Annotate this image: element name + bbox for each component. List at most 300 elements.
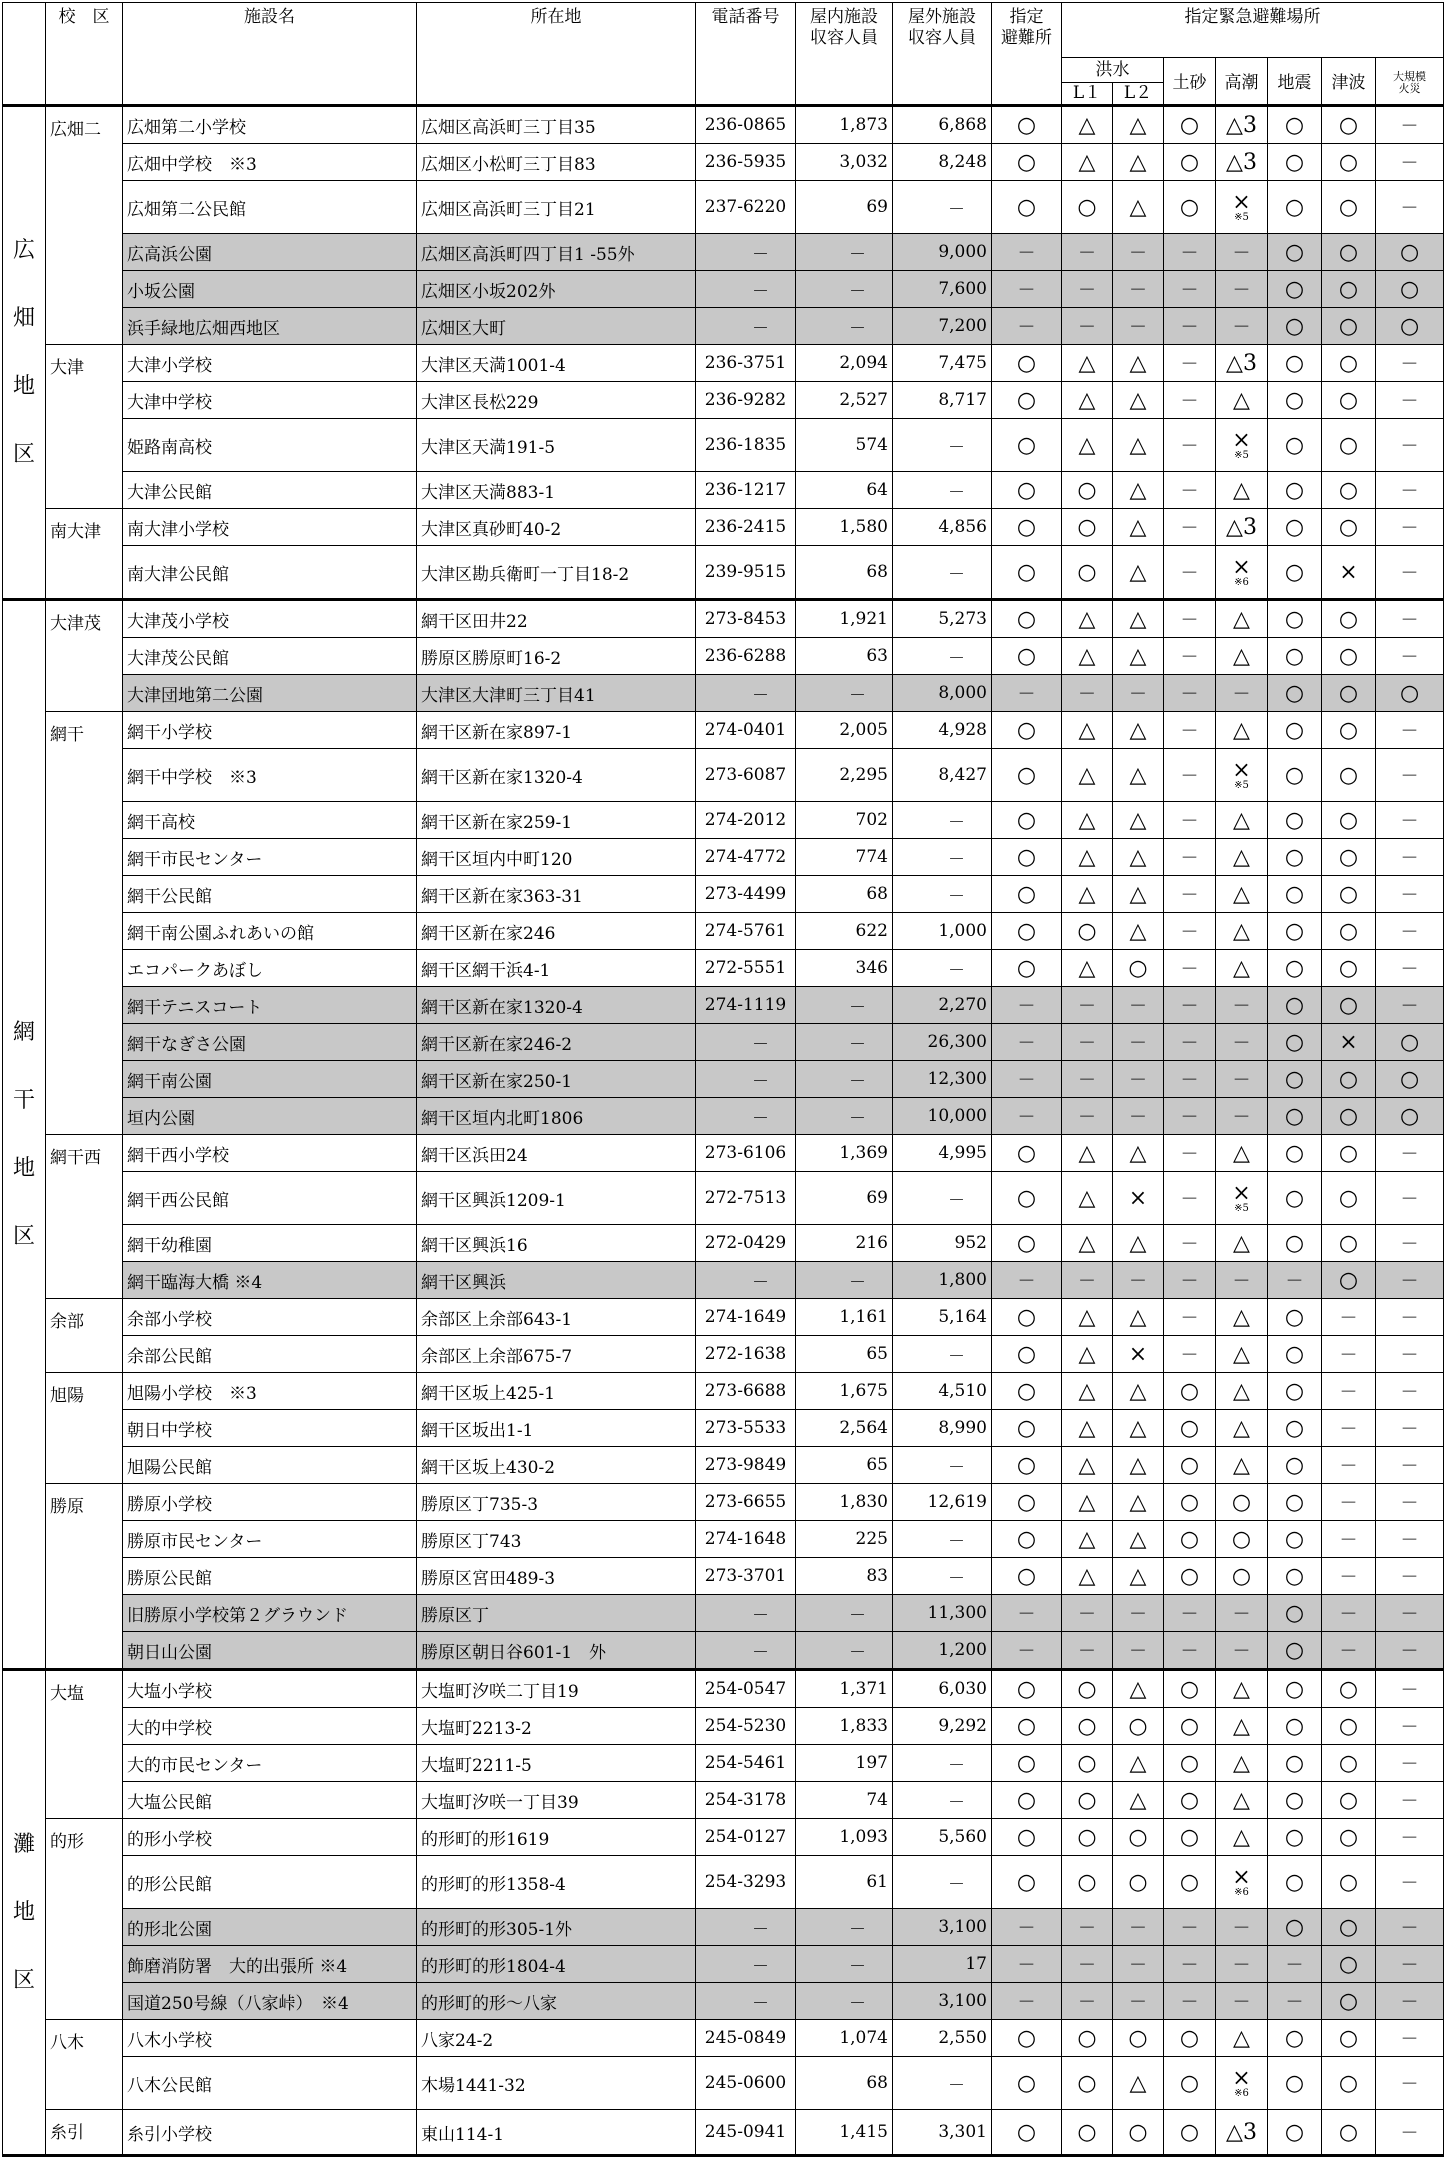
facility-name: 大津茂小学校 xyxy=(123,600,417,638)
facility-name: 大津公民館 xyxy=(123,472,417,509)
flood-l1-mark: ○ xyxy=(1062,1819,1113,1856)
facility-name: 勝原小学校 xyxy=(123,1484,417,1521)
facility-name: 八木小学校 xyxy=(123,2020,417,2057)
storm-mark: － xyxy=(1216,1098,1268,1135)
phone-number: 236-2415 xyxy=(696,509,796,546)
indoor-capacity: 1,675 xyxy=(796,1373,893,1410)
tsunami-mark: － xyxy=(1322,1373,1376,1410)
fire-mark: － xyxy=(1376,106,1444,144)
fire-mark: － xyxy=(1376,1670,1444,1708)
facility-name: 朝日中学校 xyxy=(123,1410,417,1447)
fire-mark: － xyxy=(1376,144,1444,181)
landslide-mark: ○ xyxy=(1164,1708,1216,1745)
table-row xyxy=(3,308,1444,345)
header-emergency: 指定緊急避難場所 xyxy=(1062,3,1444,58)
flood-l1-mark: △ xyxy=(1062,1484,1113,1521)
facility-address: 網干区新在家246-2 xyxy=(417,1024,696,1061)
header-district: 校 区 xyxy=(46,3,123,106)
flood-l1-mark: △ xyxy=(1062,638,1113,675)
phone-number: 254-3178 xyxy=(696,1782,796,1819)
landslide-mark: ○ xyxy=(1164,1410,1216,1447)
flood-l2-mark: － xyxy=(1113,1262,1164,1299)
tsunami-mark: ○ xyxy=(1322,1782,1376,1819)
table-row xyxy=(3,913,1444,950)
quake-mark: ○ xyxy=(1268,1595,1322,1632)
tsunami-mark: ○ xyxy=(1322,675,1376,712)
facility-name: エコパークあぼし xyxy=(123,950,417,987)
table-row xyxy=(3,638,1444,675)
fire-mark: － xyxy=(1376,1909,1444,1946)
flood-l2-mark: △ xyxy=(1113,913,1164,950)
flood-l1-mark: ○ xyxy=(1062,1856,1113,1909)
outdoor-capacity: － xyxy=(893,1856,992,1909)
phone-number: 254-0547 xyxy=(696,1670,796,1708)
flood-l2-mark: △ xyxy=(1113,1670,1164,1708)
phone-number: 273-6087 xyxy=(696,749,796,802)
flood-l2-mark: △ xyxy=(1113,1225,1164,1262)
fire-mark: － xyxy=(1376,1983,1444,2020)
area-label: 網 干 地 区 xyxy=(3,600,46,1670)
tsunami-mark: ○ xyxy=(1322,1909,1376,1946)
facility-address: 広畑区高浜町三丁目35 xyxy=(417,106,696,144)
fire-mark: － xyxy=(1376,1946,1444,1983)
storm-mark: △3 xyxy=(1216,345,1268,382)
fire-mark: － xyxy=(1376,382,1444,419)
facility-name: 糸引小学校 xyxy=(123,2110,417,2156)
header-l1: L１ xyxy=(1062,83,1113,106)
flood-l1-mark: △ xyxy=(1062,1447,1113,1484)
outdoor-capacity: 2,550 xyxy=(893,2020,992,2057)
flood-l1-mark: △ xyxy=(1062,1299,1113,1336)
indoor-capacity: － xyxy=(796,308,893,345)
indoor-capacity: － xyxy=(796,1098,893,1135)
quake-mark: ○ xyxy=(1268,839,1322,876)
storm-mark: × ※5 xyxy=(1216,1172,1268,1225)
table-row xyxy=(3,1299,1444,1336)
table-row xyxy=(3,419,1444,472)
flood-l1-mark: △ xyxy=(1062,382,1113,419)
fire-mark: － xyxy=(1376,2057,1444,2110)
phone-number: 273-3701 xyxy=(696,1558,796,1595)
flood-l1-mark: △ xyxy=(1062,1410,1113,1447)
indoor-capacity: － xyxy=(796,1061,893,1098)
table-row xyxy=(3,1262,1444,1299)
indoor-capacity: 2,295 xyxy=(796,749,893,802)
phone-number: － xyxy=(696,1909,796,1946)
facility-address: 木場1441-32 xyxy=(417,2057,696,2110)
flood-l2-mark: － xyxy=(1113,1983,1164,2020)
facility-name: 網干南公園 xyxy=(123,1061,417,1098)
phone-number: 274-5761 xyxy=(696,913,796,950)
facility-address: 網干区興浜16 xyxy=(417,1225,696,1262)
landslide-mark: － xyxy=(1164,271,1216,308)
fire-mark: － xyxy=(1376,987,1444,1024)
flood-l1-mark: ○ xyxy=(1062,1782,1113,1819)
quake-mark: ○ xyxy=(1268,802,1322,839)
indoor-capacity: 74 xyxy=(796,1782,893,1819)
flood-l1-mark: ○ xyxy=(1062,546,1113,600)
facility-address: 大津区天満883-1 xyxy=(417,472,696,509)
quake-mark: ○ xyxy=(1268,144,1322,181)
quake-mark: ○ xyxy=(1268,181,1322,234)
quake-mark: ○ xyxy=(1268,2057,1322,2110)
school-district: 的形 xyxy=(46,1819,123,2020)
facility-name: 網干市民センター xyxy=(123,839,417,876)
landslide-mark: － xyxy=(1164,1262,1216,1299)
outdoor-capacity: 11,300 xyxy=(893,1595,992,1632)
indoor-capacity: － xyxy=(796,1262,893,1299)
landslide-mark: － xyxy=(1164,345,1216,382)
outdoor-capacity: － xyxy=(893,1521,992,1558)
facility-name: 網干高校 xyxy=(123,802,417,839)
area-label: 広 畑 地 区 xyxy=(3,106,46,600)
outdoor-capacity: 3,100 xyxy=(893,1983,992,2020)
phone-number: 274-2012 xyxy=(696,802,796,839)
storm-mark: △ xyxy=(1216,1670,1268,1708)
indoor-capacity: 2,094 xyxy=(796,345,893,382)
designated-mark: ○ xyxy=(992,419,1062,472)
indoor-capacity: － xyxy=(796,1024,893,1061)
storm-mark: － xyxy=(1216,1595,1268,1632)
outdoor-capacity: 1,200 xyxy=(893,1632,992,1670)
phone-number: 236-3751 xyxy=(696,345,796,382)
designated-mark: ○ xyxy=(992,1856,1062,1909)
phone-number: 274-0401 xyxy=(696,712,796,749)
flood-l1-mark: △ xyxy=(1062,876,1113,913)
table-row xyxy=(3,546,1444,600)
storm-mark: △ xyxy=(1216,1782,1268,1819)
tsunami-mark: ○ xyxy=(1322,1708,1376,1745)
tsunami-mark: ○ xyxy=(1322,950,1376,987)
header-blank xyxy=(3,3,46,106)
designated-mark: － xyxy=(992,1024,1062,1061)
evacuation-facility-table xyxy=(2,2,1444,2157)
tsunami-mark: ○ xyxy=(1322,1819,1376,1856)
designated-mark: － xyxy=(992,234,1062,271)
quake-mark: ○ xyxy=(1268,1135,1322,1172)
designated-mark: － xyxy=(992,1632,1062,1670)
quake-mark: － xyxy=(1268,1946,1322,1983)
landslide-mark: － xyxy=(1164,1061,1216,1098)
quake-mark: ○ xyxy=(1268,950,1322,987)
outdoor-capacity: 3,100 xyxy=(893,1909,992,1946)
table-row xyxy=(3,1983,1444,2020)
indoor-capacity: 69 xyxy=(796,181,893,234)
facility-name: 朝日山公園 xyxy=(123,1632,417,1670)
flood-l2-mark: － xyxy=(1113,1909,1164,1946)
landslide-mark: － xyxy=(1164,839,1216,876)
storm-mark: － xyxy=(1216,987,1268,1024)
tsunami-mark: ○ xyxy=(1322,509,1376,546)
tsunami-mark: ○ xyxy=(1322,1745,1376,1782)
indoor-capacity: 1,161 xyxy=(796,1299,893,1336)
designated-mark: ○ xyxy=(992,1299,1062,1336)
indoor-capacity: 63 xyxy=(796,638,893,675)
outdoor-capacity: 5,273 xyxy=(893,600,992,638)
fire-mark: － xyxy=(1376,749,1444,802)
storm-mark: △ xyxy=(1216,839,1268,876)
table-row xyxy=(3,1670,1444,1708)
quake-mark: ○ xyxy=(1268,509,1322,546)
storm-mark: － xyxy=(1216,675,1268,712)
facility-name: 大的中学校 xyxy=(123,1708,417,1745)
table-row xyxy=(3,1745,1444,1782)
table-row xyxy=(3,1708,1444,1745)
indoor-capacity: 774 xyxy=(796,839,893,876)
outdoor-capacity: 8,990 xyxy=(893,1410,992,1447)
outdoor-capacity: － xyxy=(893,1558,992,1595)
designated-mark: ○ xyxy=(992,1447,1062,1484)
outdoor-capacity: 10,000 xyxy=(893,1098,992,1135)
flood-l2-mark: △ xyxy=(1113,600,1164,638)
storm-mark: × ※5 xyxy=(1216,181,1268,234)
facility-address: 勝原区宮田489-3 xyxy=(417,1558,696,1595)
tsunami-mark: ○ xyxy=(1322,308,1376,345)
designated-mark: ○ xyxy=(992,1172,1062,1225)
table-row xyxy=(3,2020,1444,2057)
fire-mark: － xyxy=(1376,712,1444,749)
phone-number: 274-1119 xyxy=(696,987,796,1024)
designated-mark: ○ xyxy=(992,638,1062,675)
tsunami-mark: ○ xyxy=(1322,749,1376,802)
landslide-mark: － xyxy=(1164,876,1216,913)
flood-l1-mark: ○ xyxy=(1062,1670,1113,1708)
phone-number: － xyxy=(696,1024,796,1061)
fire-mark: － xyxy=(1376,1373,1444,1410)
flood-l1-mark: － xyxy=(1062,1262,1113,1299)
landslide-mark: ○ xyxy=(1164,2110,1216,2156)
quake-mark: ○ xyxy=(1268,1782,1322,1819)
flood-l2-mark: ○ xyxy=(1113,2020,1164,2057)
table-row xyxy=(3,1595,1444,1632)
phone-number: 273-8453 xyxy=(696,600,796,638)
outdoor-capacity: － xyxy=(893,2057,992,2110)
storm-mark: △ xyxy=(1216,1336,1268,1373)
indoor-capacity: 64 xyxy=(796,472,893,509)
storm-mark: △ xyxy=(1216,638,1268,675)
phone-number: 273-5533 xyxy=(696,1410,796,1447)
flood-l2-mark: △ xyxy=(1113,1484,1164,1521)
flood-l2-mark: － xyxy=(1113,1946,1164,1983)
designated-mark: ○ xyxy=(992,1336,1062,1373)
indoor-capacity: － xyxy=(796,1946,893,1983)
outdoor-capacity: － xyxy=(893,181,992,234)
facility-name: 大津団地第二公園 xyxy=(123,675,417,712)
fire-mark: － xyxy=(1376,1558,1444,1595)
header-tsunami: 津波 xyxy=(1322,58,1376,106)
facility-address: 網干区新在家1320-4 xyxy=(417,987,696,1024)
facility-name: 南大津小学校 xyxy=(123,509,417,546)
designated-mark: ○ xyxy=(992,2057,1062,2110)
landslide-mark: ○ xyxy=(1164,181,1216,234)
landslide-mark: － xyxy=(1164,749,1216,802)
outdoor-capacity: 7,600 xyxy=(893,271,992,308)
designated-mark: － xyxy=(992,1098,1062,1135)
fire-mark: － xyxy=(1376,876,1444,913)
outdoor-capacity: － xyxy=(893,1782,992,1819)
facility-name: 広畑第二公民館 xyxy=(123,181,417,234)
facility-address: 大塩町2213-2 xyxy=(417,1708,696,1745)
indoor-capacity: 1,415 xyxy=(796,2110,893,2156)
facility-name: 網干幼稚園 xyxy=(123,1225,417,1262)
fire-mark: － xyxy=(1376,2110,1444,2156)
table-row xyxy=(3,382,1444,419)
facility-name: 大津中学校 xyxy=(123,382,417,419)
storm-mark: ○ xyxy=(1216,1521,1268,1558)
phone-number: － xyxy=(696,675,796,712)
outdoor-capacity: 7,475 xyxy=(893,345,992,382)
facility-name: 大的市民センター xyxy=(123,1745,417,1782)
outdoor-capacity: 4,856 xyxy=(893,509,992,546)
table-row xyxy=(3,271,1444,308)
landslide-mark: － xyxy=(1164,1024,1216,1061)
school-district: 南大津 xyxy=(46,509,123,600)
school-district: 八木 xyxy=(46,2020,123,2110)
flood-l2-mark: △ xyxy=(1113,638,1164,675)
facility-address: 網干区浜田24 xyxy=(417,1135,696,1172)
landslide-mark: ○ xyxy=(1164,1670,1216,1708)
fire-mark: － xyxy=(1376,638,1444,675)
tsunami-mark: － xyxy=(1322,1632,1376,1670)
flood-l1-mark: △ xyxy=(1062,749,1113,802)
tsunami-mark: ○ xyxy=(1322,382,1376,419)
flood-l2-mark: ○ xyxy=(1113,950,1164,987)
flood-l2-mark: △ xyxy=(1113,345,1164,382)
facility-name: 勝原市民センター xyxy=(123,1521,417,1558)
facility-address: 広畑区高浜町四丁目1 -55外 xyxy=(417,234,696,271)
tsunami-mark: ○ xyxy=(1322,987,1376,1024)
tsunami-mark: × xyxy=(1322,1024,1376,1061)
outdoor-capacity: 4,510 xyxy=(893,1373,992,1410)
flood-l2-mark: △ xyxy=(1113,1299,1164,1336)
fire-mark: ○ xyxy=(1376,271,1444,308)
outdoor-capacity: － xyxy=(893,1336,992,1373)
facility-address: 網干区網干浜4-1 xyxy=(417,950,696,987)
flood-l2-mark: × xyxy=(1113,1172,1164,1225)
table-row xyxy=(3,950,1444,987)
landslide-mark: － xyxy=(1164,1098,1216,1135)
indoor-capacity: 68 xyxy=(796,2057,893,2110)
phone-number: 254-3293 xyxy=(696,1856,796,1909)
flood-l2-mark: ○ xyxy=(1113,1708,1164,1745)
facility-name: 大塩公民館 xyxy=(123,1782,417,1819)
phone-number: 236-0865 xyxy=(696,106,796,144)
table-row xyxy=(3,234,1444,271)
tsunami-mark: ○ xyxy=(1322,1670,1376,1708)
storm-mark: △ xyxy=(1216,1225,1268,1262)
facility-address: 大津区大津町三丁目41 xyxy=(417,675,696,712)
flood-l2-mark: － xyxy=(1113,1024,1164,1061)
facility-name: 小坂公園 xyxy=(123,271,417,308)
flood-l2-mark: △ xyxy=(1113,509,1164,546)
facility-name: 網干なぎさ公園 xyxy=(123,1024,417,1061)
facility-address: 網干区新在家897-1 xyxy=(417,712,696,749)
facility-address: 網干区田井22 xyxy=(417,600,696,638)
facility-name: 大塩小学校 xyxy=(123,1670,417,1708)
table-row xyxy=(3,802,1444,839)
tsunami-mark: ○ xyxy=(1322,1098,1376,1135)
storm-mark: △ xyxy=(1216,1373,1268,1410)
phone-number: － xyxy=(696,1946,796,1983)
storm-mark: △3 xyxy=(1216,144,1268,181)
tsunami-mark: ○ xyxy=(1322,2110,1376,2156)
landslide-mark: ○ xyxy=(1164,106,1216,144)
landslide-mark: ○ xyxy=(1164,1782,1216,1819)
storm-mark: △ xyxy=(1216,1447,1268,1484)
outdoor-capacity: 1,000 xyxy=(893,913,992,950)
tsunami-mark: ○ xyxy=(1322,1225,1376,1262)
facility-name: 大津小学校 xyxy=(123,345,417,382)
table-row xyxy=(3,2110,1444,2156)
outdoor-capacity: 952 xyxy=(893,1225,992,1262)
header-designated: 指定 避難所 xyxy=(992,3,1062,106)
flood-l1-mark: △ xyxy=(1062,1336,1113,1373)
storm-mark: △3 xyxy=(1216,106,1268,144)
designated-mark: － xyxy=(992,308,1062,345)
table-row xyxy=(3,1098,1444,1135)
quake-mark: ○ xyxy=(1268,712,1322,749)
designated-mark: ○ xyxy=(992,546,1062,600)
phone-number: 236-1217 xyxy=(696,472,796,509)
indoor-capacity: 1,921 xyxy=(796,600,893,638)
quake-mark: ○ xyxy=(1268,1336,1322,1373)
landslide-mark: － xyxy=(1164,950,1216,987)
facility-address: 網干区新在家1320-4 xyxy=(417,749,696,802)
flood-l1-mark: △ xyxy=(1062,802,1113,839)
facility-address: 勝原区丁 xyxy=(417,1595,696,1632)
indoor-capacity: 2,527 xyxy=(796,382,893,419)
facility-name: 的形小学校 xyxy=(123,1819,417,1856)
designated-mark: ○ xyxy=(992,345,1062,382)
storm-mark: △ xyxy=(1216,913,1268,950)
table-row xyxy=(3,1484,1444,1521)
outdoor-capacity: 8,000 xyxy=(893,675,992,712)
quake-mark: ○ xyxy=(1268,1670,1322,1708)
flood-l1-mark: － xyxy=(1062,271,1113,308)
landslide-mark: － xyxy=(1164,712,1216,749)
storm-mark: ○ xyxy=(1216,1558,1268,1595)
quake-mark: ○ xyxy=(1268,419,1322,472)
indoor-capacity: － xyxy=(796,1632,893,1670)
outdoor-capacity: － xyxy=(893,1447,992,1484)
phone-number: － xyxy=(696,234,796,271)
flood-l2-mark: － xyxy=(1113,1595,1164,1632)
quake-mark: ○ xyxy=(1268,1856,1322,1909)
indoor-capacity: 1,580 xyxy=(796,509,893,546)
outdoor-capacity: 6,868 xyxy=(893,106,992,144)
storm-mark: △ xyxy=(1216,1135,1268,1172)
flood-l2-mark: － xyxy=(1113,234,1164,271)
flood-l1-mark: ○ xyxy=(1062,1745,1113,1782)
facility-address: 網干区新在家246 xyxy=(417,913,696,950)
fire-mark: － xyxy=(1376,950,1444,987)
outdoor-capacity: 2,270 xyxy=(893,987,992,1024)
facility-address: 大津区天満1001-4 xyxy=(417,345,696,382)
indoor-capacity: － xyxy=(796,987,893,1024)
flood-l2-mark: － xyxy=(1113,1632,1164,1670)
indoor-capacity: 216 xyxy=(796,1225,893,1262)
header-address: 所在地 xyxy=(417,3,696,106)
designated-mark: ○ xyxy=(992,2110,1062,2156)
header-l2: L２ xyxy=(1113,83,1164,106)
designated-mark: ○ xyxy=(992,1484,1062,1521)
outdoor-capacity: 3,301 xyxy=(893,2110,992,2156)
flood-l1-mark: △ xyxy=(1062,1558,1113,1595)
designated-mark: ○ xyxy=(992,2020,1062,2057)
table-row xyxy=(3,1946,1444,1983)
tsunami-mark: ○ xyxy=(1322,1262,1376,1299)
quake-mark: ○ xyxy=(1268,1410,1322,1447)
